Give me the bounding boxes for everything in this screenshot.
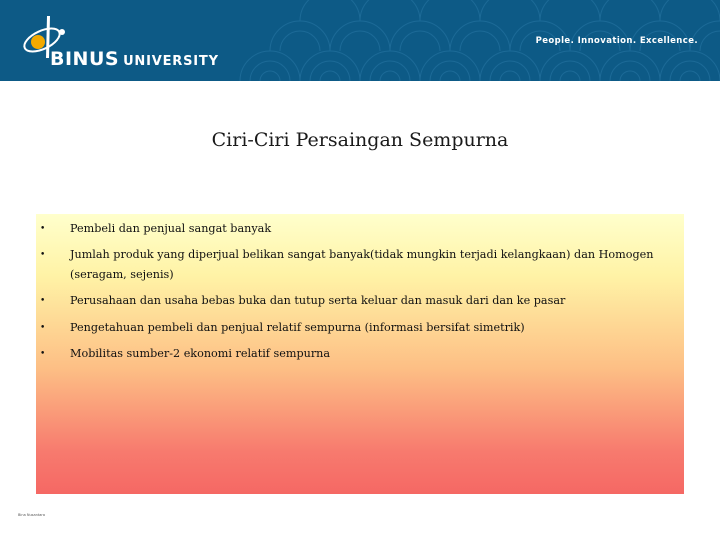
bullet-point: • <box>40 349 46 359</box>
binus-wordmark <box>50 48 219 70</box>
bullet-text: Pengetahuan pembeli dan penjual relatif sempurna (informasi bersifat simetrik) <box>70 321 525 334</box>
bullet-point: • <box>40 296 46 306</box>
bullet-point: • <box>40 323 46 333</box>
bullet-text: Jumlah produk yang diperjual belikan sangat banyak(tidak mungkin terjadi kelangkaan) dan Homogen (seragam, sejenis) <box>70 248 654 281</box>
slide-title: Ciri-Ciri Persaingan Sempurna <box>211 129 509 151</box>
bullet-text: Perusahaan dan usaha bebas buka dan tutup serta keluar dan masuk dari dan ke pasar <box>70 294 566 307</box>
brand-suffix: UNIVERSITY <box>123 54 219 69</box>
binus-logo <box>14 12 219 72</box>
bullet-text: Mobilitas sumber-2 ekonomi relatif sempurna <box>70 347 331 360</box>
bullet-text: Pembeli dan penjual sangat banyak <box>70 222 272 235</box>
bullet-point: • <box>40 224 46 234</box>
brand-name: BINUS <box>50 48 120 70</box>
content-box <box>36 214 684 494</box>
footer-text: Bina Nusantara <box>18 513 45 517</box>
tagline: People. Innovation. Excellence. <box>535 36 698 46</box>
header-banner <box>0 0 720 81</box>
bullet-point: • <box>40 250 46 260</box>
